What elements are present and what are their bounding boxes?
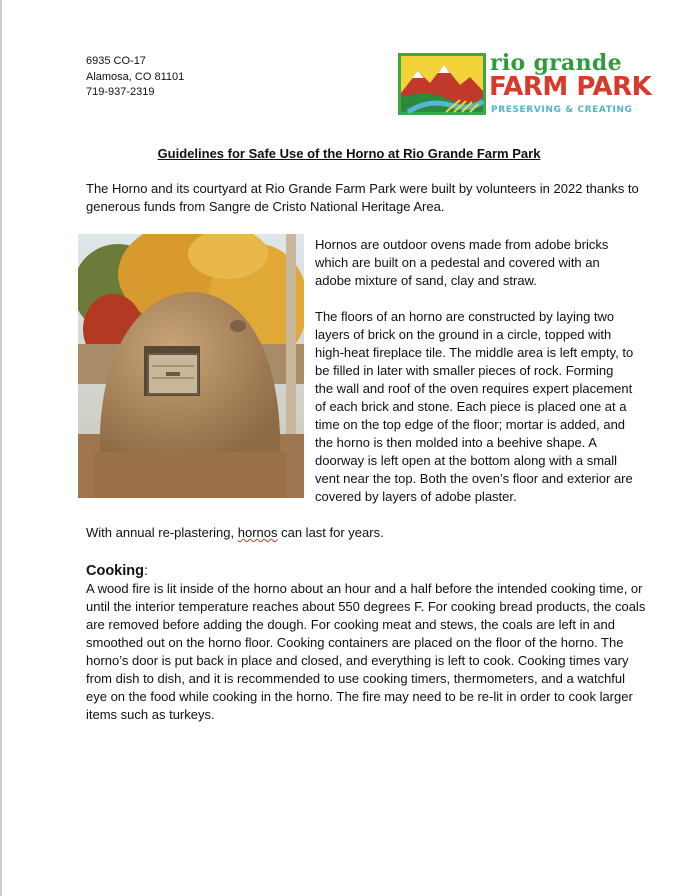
document-title: Guidelines for Safe Use of the Horno at Rio Grande Farm Park <box>157 146 541 161</box>
landscape-logo-icon <box>398 53 486 115</box>
misspelled-word-hornos: hornos <box>237 525 278 540</box>
logo-tagline: PRESERVING & CREATING <box>491 105 633 115</box>
address-street: 6935 CO-17 <box>86 55 146 67</box>
address-city: Alamosa, CO 81101 <box>86 70 185 83</box>
address-block <box>86 54 184 101</box>
horno-oven-photo <box>78 234 304 498</box>
replastering-text-end: can last for years. <box>277 525 384 540</box>
cooking-heading-colon: : <box>144 562 148 578</box>
hornos-description: Hornos are outdoor ovens made from adobe bricks which are built on a pedestal and covered with an adobe mixture of sand, clay and straw. <box>315 237 609 288</box>
replastering-sentence <box>86 524 384 542</box>
cooking-paragraph: A wood fire is lit inside of the horno about an hour and a half before the intended cooking time, or until the interior temperature reaches about 550 degrees F. For cooking bread products, the coals are removed before adding the dough. For cooking meat and stews, the coals are left in and smoothed out on the horno floor. Cooking containers are placed on the floor of the horno. The horno’s door is put back in place and closed, and everything is left to cook. Cooking times vary from dish to dish, and it is recommended to use cooking timers, thermometers, and a watchful eye on the food while cooking in the horno. The fire may need to be re-lit in order to cook larger items such as turkeys. <box>86 581 646 722</box>
logo-line-farm-park: FARM PARK <box>489 72 652 102</box>
logo-line-rio-grande: rio grande <box>490 50 622 76</box>
intro-paragraph: The Horno and its courtyard at Rio Grande Farm Park were built by volunteers in 2022 thanks to generous funds from Sangre de Cristo National Heritage Area. <box>86 181 639 214</box>
cooking-heading <box>86 562 148 579</box>
construction-paragraph: The floors of an horno are constructed by laying two layers of brick on the ground in a circle, topped with high-heat fireplace tile. The middle area is left empty, to be filled in later with smaller pieces of rock. Forming the wall and roof of the oven requires expert placement of each brick and stone. Each piece is placed one at a time on the top edge of the floor; mortar is added, and the horno is then molded into a beehive shape. A doorway is left open at the bottom along with a small vent near the top. Both the oven’s floor and exterior are covered by layers of adobe plaster. <box>315 309 634 504</box>
cooking-heading-label: Cooking <box>86 563 144 579</box>
address-phone: 719-937-2319 <box>86 86 155 98</box>
replastering-text-start: With annual re-plastering, <box>86 525 238 540</box>
page-edge <box>0 0 2 896</box>
farm-park-logo <box>398 50 652 117</box>
